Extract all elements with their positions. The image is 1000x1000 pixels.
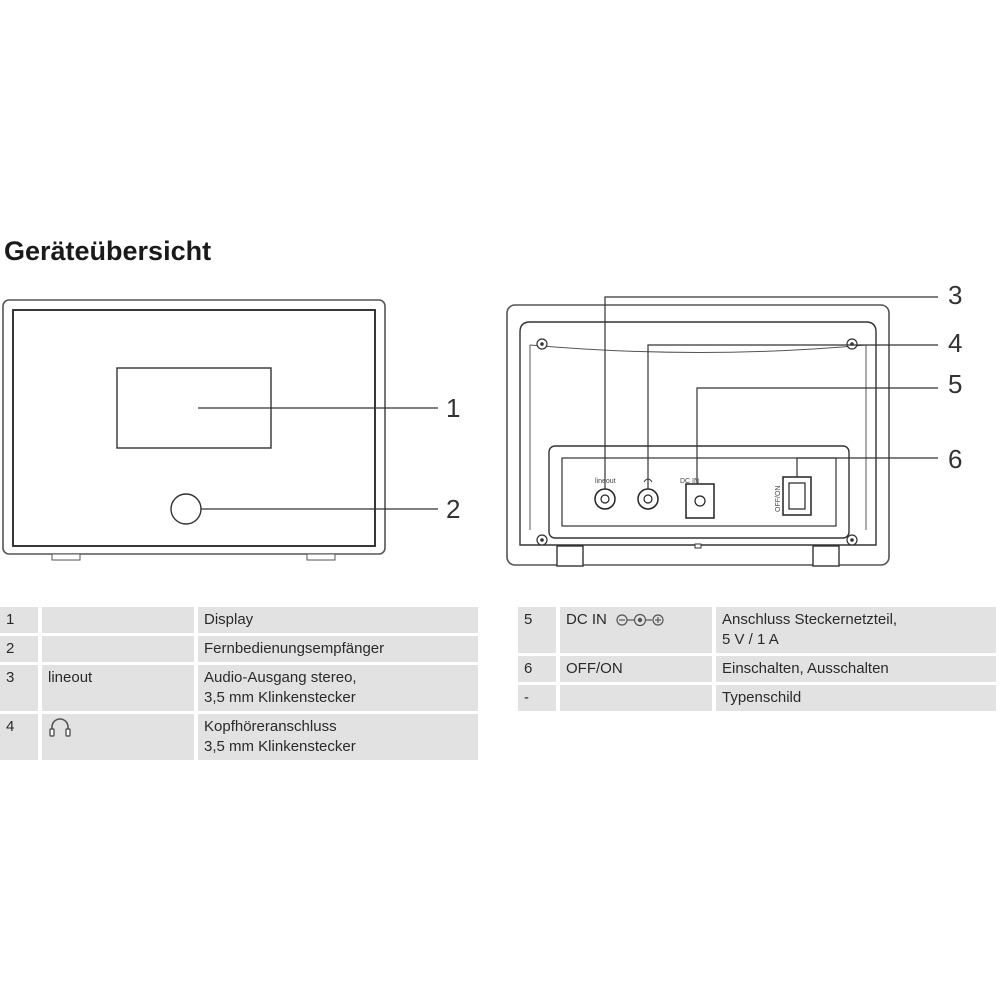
front-view: [3, 300, 438, 560]
lineout-label: lineout: [595, 478, 616, 485]
callout-3: 3: [948, 280, 963, 310]
back-view: [507, 297, 938, 566]
dc-polarity-icon: [615, 613, 665, 627]
legend-table-right: [518, 604, 996, 714]
table-row: [518, 685, 996, 711]
table-row: [518, 607, 996, 653]
row-number: 2: [0, 636, 42, 662]
row-label: DC IN: [560, 607, 716, 653]
row-description: Einschalten, Ausschalten: [716, 656, 996, 682]
row-label: [42, 714, 198, 760]
row-label: [560, 685, 716, 711]
row-description: Anschluss Steckernetzteil, 5 V / 1 A: [716, 607, 996, 653]
dcin-label: DC IN: [680, 478, 700, 485]
table-row: [0, 607, 478, 633]
row-number: 1: [0, 607, 42, 633]
callout-4: 4: [948, 328, 963, 358]
row-label: lineout: [42, 665, 198, 711]
row-number: 3: [0, 665, 42, 711]
table-row: [518, 656, 996, 682]
row-description: Typenschild: [716, 685, 996, 711]
row-number: 4: [0, 714, 42, 760]
table-row: [0, 714, 478, 760]
legend-table-left: [0, 604, 478, 763]
callout-5: 5: [948, 369, 963, 399]
offon-label: OFF/ON: [775, 485, 782, 512]
row-description: Display: [198, 607, 478, 633]
row-number: 5: [518, 607, 560, 653]
row-label: [42, 607, 198, 633]
callout-2: 2: [446, 494, 461, 524]
callout-6: 6: [948, 444, 963, 474]
row-description: Fernbedienungsempfänger: [198, 636, 478, 662]
callout-1: 1: [446, 393, 461, 423]
row-description: Kopfhöreranschluss 3,5 mm Klinkenstecker: [198, 714, 478, 760]
row-number: -: [518, 685, 560, 711]
headphones-icon: [48, 717, 72, 737]
ir-receiver: [171, 494, 201, 524]
row-label: OFF/ON: [560, 656, 716, 682]
row-description: Audio-Ausgang stereo, 3,5 mm Klinkenstecker: [198, 665, 478, 711]
row-label: [42, 636, 198, 662]
table-row: [0, 636, 478, 662]
table-row: [0, 665, 478, 711]
page-title: Geräteübersicht: [4, 236, 212, 266]
row-number: 6: [518, 656, 560, 682]
